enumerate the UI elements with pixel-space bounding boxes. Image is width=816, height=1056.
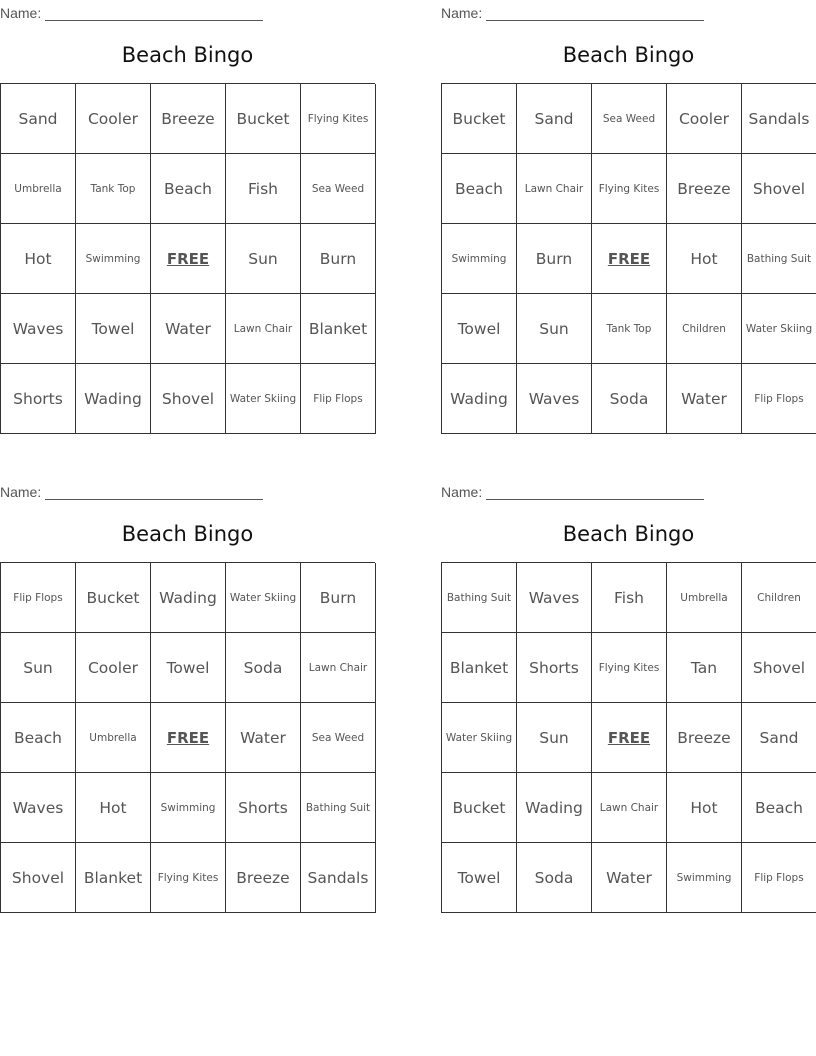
bingo-cell[interactable]: Lawn Chair — [592, 773, 667, 843]
free-space[interactable]: FREE — [592, 703, 667, 773]
bingo-cell[interactable]: Bucket — [442, 84, 517, 154]
bingo-cell[interactable]: Shovel — [742, 154, 816, 224]
bingo-cell[interactable]: Umbrella — [667, 563, 742, 633]
bingo-card-4 — [441, 479, 816, 919]
bingo-cell[interactable]: Umbrella — [76, 703, 151, 773]
bingo-cell[interactable]: Sea Weed — [592, 84, 667, 154]
name-label: Name: — [0, 484, 42, 500]
bingo-cell[interactable]: Beach — [151, 154, 226, 224]
name-label: Name: — [0, 5, 42, 21]
bingo-cell[interactable]: Flying Kites — [592, 633, 667, 703]
bingo-cell[interactable]: Towel — [442, 843, 517, 913]
bingo-cell[interactable]: Bucket — [76, 563, 151, 633]
bingo-cell[interactable]: Breeze — [226, 843, 301, 913]
bingo-cell[interactable]: Waves — [517, 563, 592, 633]
bingo-cell[interactable]: Shovel — [1, 843, 76, 913]
bingo-cell[interactable]: Sandals — [742, 84, 816, 154]
bingo-cell[interactable]: Sand — [1, 84, 76, 154]
bingo-cell[interactable]: Water — [151, 294, 226, 364]
bingo-cell[interactable]: Tan — [667, 633, 742, 703]
bingo-cell[interactable]: Flip Flops — [742, 364, 816, 434]
bingo-cell[interactable]: Swimming — [442, 224, 517, 294]
bingo-cell[interactable]: Burn — [517, 224, 592, 294]
bingo-cell[interactable]: Bucket — [442, 773, 517, 843]
bingo-cell[interactable]: Sun — [517, 294, 592, 364]
bingo-cell[interactable]: Bathing Suit — [742, 224, 816, 294]
bingo-cell[interactable]: Hot — [1, 224, 76, 294]
bingo-cell[interactable]: Water — [592, 843, 667, 913]
bingo-cell[interactable]: Water Skiing — [226, 364, 301, 434]
bingo-card-3 — [0, 479, 376, 919]
bingo-cell[interactable]: Hot — [667, 773, 742, 843]
bingo-cell[interactable]: Cooler — [76, 84, 151, 154]
bingo-cell[interactable]: Cooler — [76, 633, 151, 703]
bingo-cell[interactable]: Waves — [1, 294, 76, 364]
bingo-cell[interactable]: Shorts — [226, 773, 301, 843]
bingo-cell[interactable]: Towel — [76, 294, 151, 364]
bingo-cell[interactable]: Water Skiing — [226, 563, 301, 633]
bingo-cell[interactable]: Fish — [592, 563, 667, 633]
card-title: Beach Bingo — [562, 43, 695, 67]
bingo-cell[interactable]: Lawn Chair — [226, 294, 301, 364]
bingo-cell[interactable]: Sun — [517, 703, 592, 773]
bingo-cell[interactable]: Flying Kites — [301, 84, 376, 154]
bingo-cell[interactable]: Waves — [1, 773, 76, 843]
bingo-card-2 — [441, 0, 816, 440]
bingo-cell[interactable]: Shorts — [1, 364, 76, 434]
bingo-cell[interactable]: Tank Top — [76, 154, 151, 224]
bingo-cell[interactable]: Beach — [1, 703, 76, 773]
bingo-cell[interactable]: Flip Flops — [742, 843, 816, 913]
card-title: Beach Bingo — [121, 43, 254, 67]
card-title: Beach Bingo — [121, 522, 254, 546]
name-field[interactable] — [0, 482, 300, 500]
bingo-grid — [0, 562, 375, 913]
name-line[interactable] — [486, 7, 704, 21]
bingo-cell[interactable]: Burn — [301, 563, 376, 633]
bingo-cell[interactable]: Water — [667, 364, 742, 434]
bingo-cell[interactable]: Breeze — [667, 154, 742, 224]
card-title: Beach Bingo — [562, 522, 695, 546]
bingo-cell[interactable]: Burn — [301, 224, 376, 294]
bingo-cell[interactable]: Lawn Chair — [301, 633, 376, 703]
bingo-cell[interactable]: Soda — [592, 364, 667, 434]
bingo-cell[interactable]: Cooler — [667, 84, 742, 154]
bingo-cell[interactable]: Swimming — [76, 224, 151, 294]
bingo-cell[interactable]: Shorts — [517, 633, 592, 703]
bingo-cell[interactable]: Bathing Suit — [442, 563, 517, 633]
bingo-grid — [0, 83, 375, 434]
bingo-cell[interactable]: Flying Kites — [151, 843, 226, 913]
bingo-cell[interactable]: Water — [226, 703, 301, 773]
bingo-cell[interactable]: Swimming — [151, 773, 226, 843]
bingo-cell[interactable]: Blanket — [76, 843, 151, 913]
bingo-cell[interactable]: Sand — [742, 703, 816, 773]
name-line[interactable] — [45, 7, 263, 21]
name-label: Name: — [441, 484, 483, 500]
free-space[interactable]: FREE — [151, 703, 226, 773]
name-field[interactable] — [441, 482, 741, 500]
bingo-cell[interactable]: Bucket — [226, 84, 301, 154]
name-line[interactable] — [45, 486, 263, 500]
bingo-cell[interactable]: Hot — [667, 224, 742, 294]
bingo-cell[interactable]: Bathing Suit — [301, 773, 376, 843]
bingo-cell[interactable]: Beach — [442, 154, 517, 224]
name-label: Name: — [441, 5, 483, 21]
bingo-cell[interactable]: Hot — [76, 773, 151, 843]
bingo-cell[interactable]: Children — [742, 563, 816, 633]
bingo-cell[interactable]: Waves — [517, 364, 592, 434]
bingo-cell[interactable]: Tank Top — [592, 294, 667, 364]
bingo-cell[interactable]: Flying Kites — [592, 154, 667, 224]
bingo-cell[interactable]: Shovel — [742, 633, 816, 703]
bingo-cell[interactable]: Sand — [517, 84, 592, 154]
bingo-cell[interactable]: Soda — [517, 843, 592, 913]
bingo-cell[interactable]: Sandals — [301, 843, 376, 913]
bingo-cell[interactable]: Wading — [76, 364, 151, 434]
bingo-cell[interactable]: Fish — [226, 154, 301, 224]
bingo-cell[interactable]: Soda — [226, 633, 301, 703]
bingo-cell[interactable]: Water Skiing — [442, 703, 517, 773]
bingo-card-1 — [0, 0, 376, 440]
bingo-cell[interactable]: Children — [667, 294, 742, 364]
bingo-grid — [441, 562, 816, 913]
bingo-cell[interactable]: Sea Weed — [301, 703, 376, 773]
bingo-cell[interactable]: Towel — [151, 633, 226, 703]
bingo-cell[interactable]: Shovel — [151, 364, 226, 434]
name-line[interactable] — [486, 486, 704, 500]
name-field[interactable] — [441, 3, 741, 21]
bingo-cell[interactable]: Umbrella — [1, 154, 76, 224]
bingo-cell[interactable]: Breeze — [151, 84, 226, 154]
bingo-cell[interactable]: Wading — [517, 773, 592, 843]
free-space[interactable]: FREE — [151, 224, 226, 294]
bingo-cell[interactable]: Wading — [151, 563, 226, 633]
bingo-cell[interactable]: Swimming — [667, 843, 742, 913]
bingo-cell[interactable]: Sea Weed — [301, 154, 376, 224]
bingo-cell[interactable]: Lawn Chair — [517, 154, 592, 224]
bingo-cell[interactable]: Flip Flops — [301, 364, 376, 434]
bingo-cell[interactable]: Water Skiing — [742, 294, 816, 364]
bingo-cell[interactable]: Blanket — [301, 294, 376, 364]
bingo-cell[interactable]: Sun — [1, 633, 76, 703]
bingo-cell[interactable]: Beach — [742, 773, 816, 843]
bingo-grid — [441, 83, 816, 434]
bingo-cell[interactable]: Sun — [226, 224, 301, 294]
free-space[interactable]: FREE — [592, 224, 667, 294]
bingo-cell[interactable]: Wading — [442, 364, 517, 434]
bingo-cell[interactable]: Flip Flops — [1, 563, 76, 633]
name-field[interactable] — [0, 3, 300, 21]
bingo-cell[interactable]: Blanket — [442, 633, 517, 703]
bingo-cell[interactable]: Breeze — [667, 703, 742, 773]
bingo-cell[interactable]: Towel — [442, 294, 517, 364]
